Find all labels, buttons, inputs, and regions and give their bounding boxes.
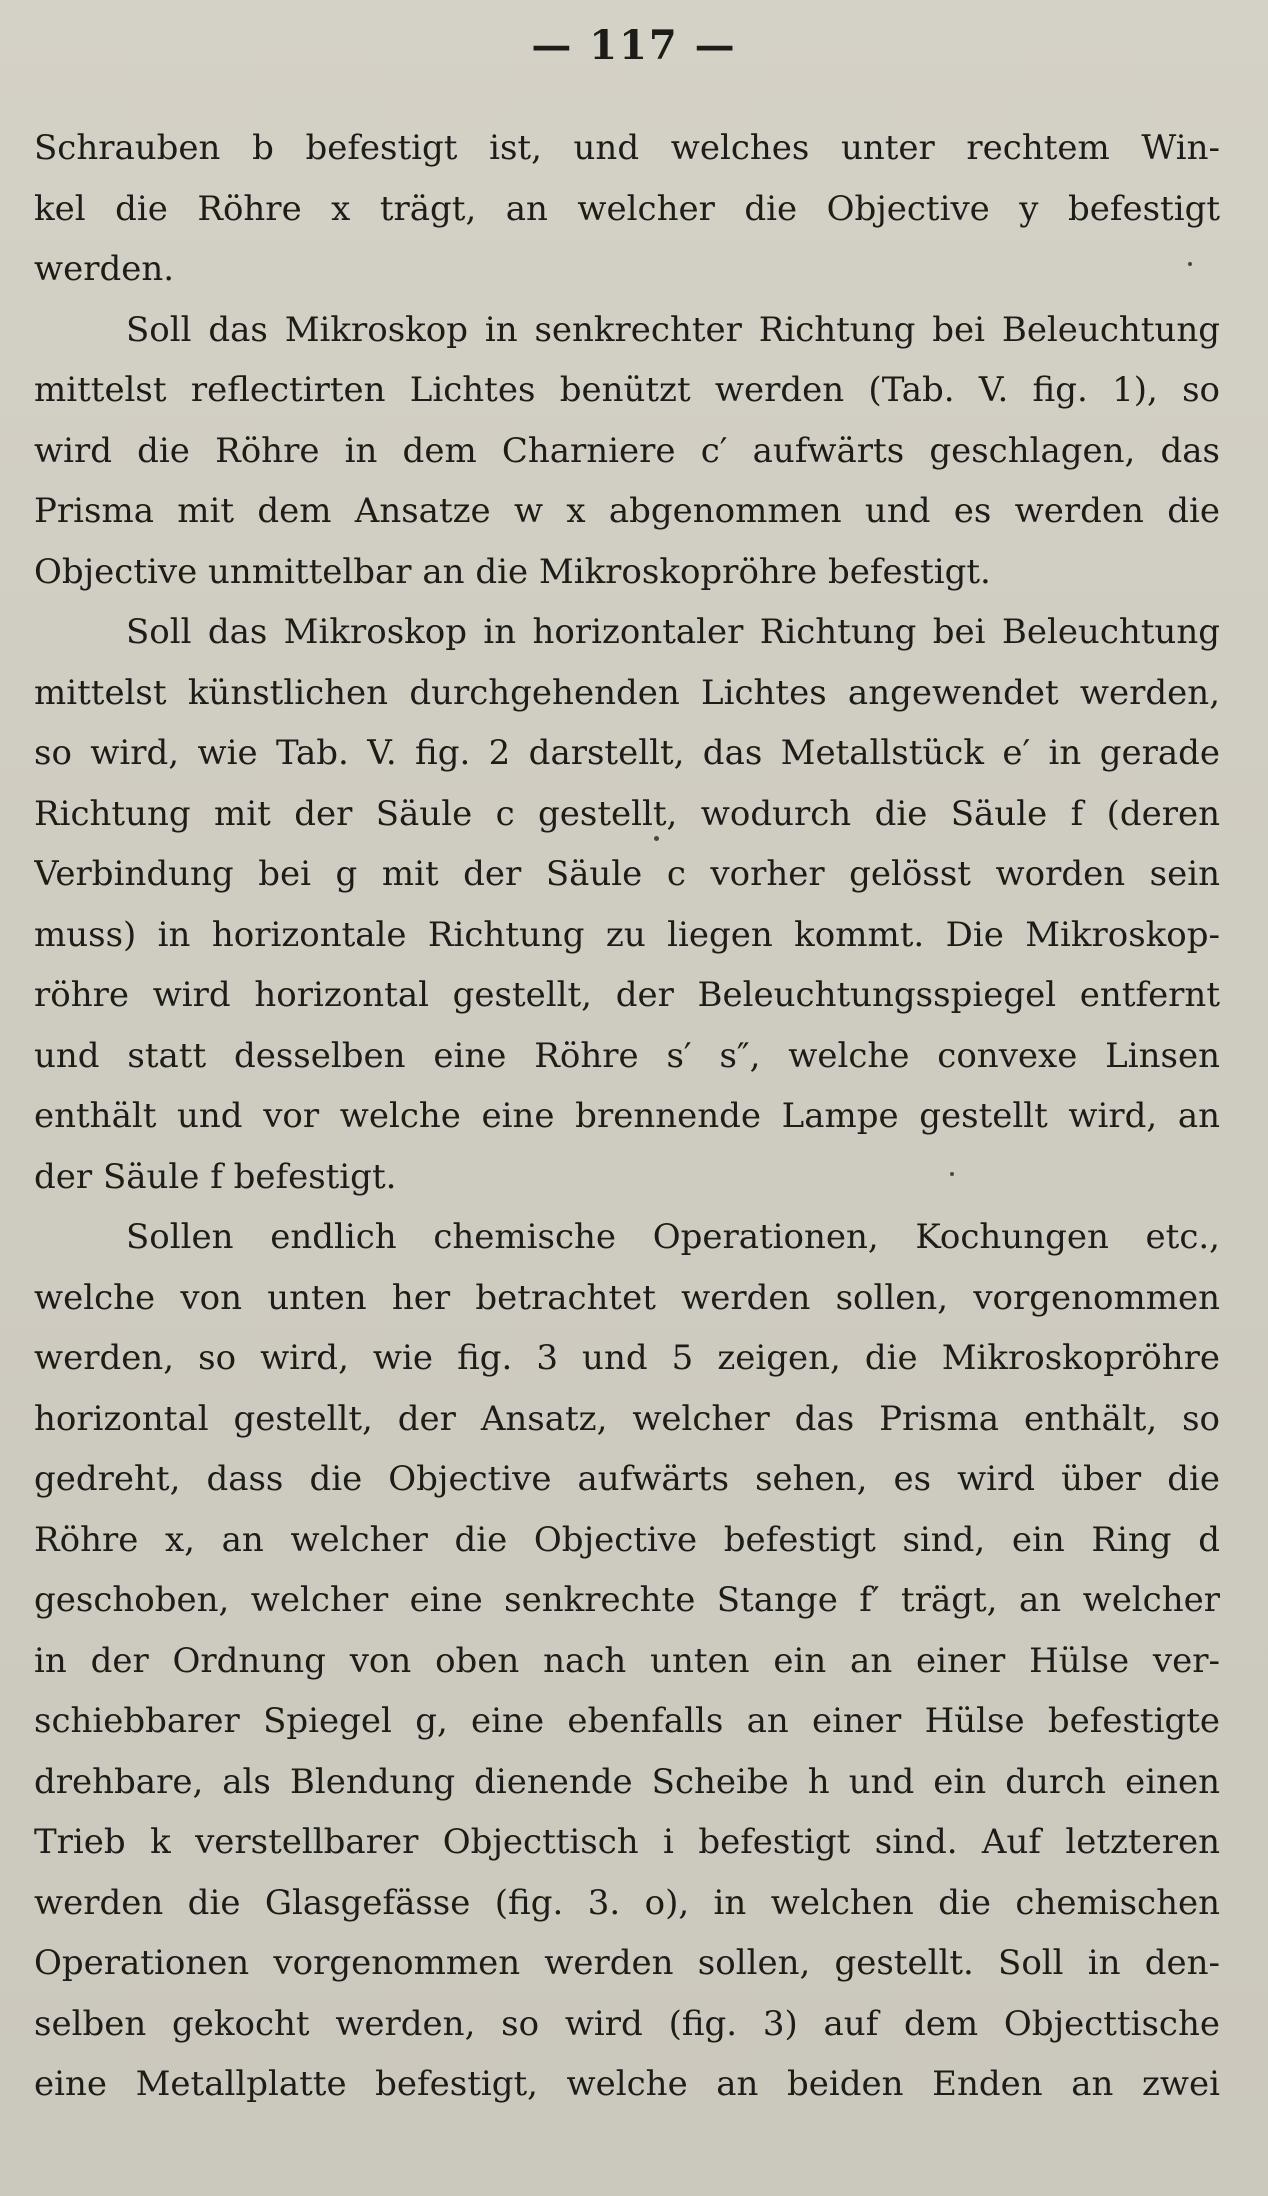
- ink-fleck-decoration: [1188, 262, 1192, 266]
- text-line: drehbare, als Blendung dienende Scheibe h und ein durch einen: [34, 1761, 1220, 1802]
- text-line: werden.: [34, 249, 175, 289]
- text-line: schiebbarer Spiegel g, eine ebenfalls an einer Hülse befestigte: [34, 1701, 1220, 1741]
- text-line: so wird, wie Tab. V. fig. 2 darstellt, das Metallstück e′ in gerade: [34, 733, 1220, 773]
- text-line: Operationen vorgenommen werden sollen, gestellt. Soll in den-: [34, 1943, 1220, 1983]
- text-line: der Säule f befestigt.: [34, 1156, 397, 1197]
- text-line: Röhre x, an welcher die Objective befestigt sind, ein Ring d: [34, 1519, 1220, 1560]
- text-line: enthält und vor welche eine brennende Lampe gestellt wird, an: [34, 1096, 1220, 1136]
- text-line: Trieb k verstellbarer Objecttisch i befestigt sind. Auf letzteren: [34, 1822, 1220, 1862]
- text-line: Soll das Mikroskop in senkrechter Richtung bei Beleuchtung: [126, 309, 1220, 350]
- text-line: Schrauben b befestigt ist, und welches unter rechtem Win-: [34, 128, 1220, 168]
- text-line: werden, so wird, wie fig. 3 und 5 zeigen, die Mikroskopröhre: [34, 1338, 1220, 1378]
- page-body-text: [34, 118, 1220, 2115]
- text-line: welche von unten her betrachtet werden sollen, vorgenommen: [34, 1277, 1220, 1318]
- text-line: röhre wird horizontal gestellt, der Beleuchtungsspiegel entfernt: [34, 975, 1220, 1015]
- text-line: mittelst künstlichen durchgehenden Lichtes angewendet werden,: [34, 672, 1220, 713]
- text-line: gedreht, dass die Objective aufwärts sehen, es wird über die: [34, 1459, 1220, 1499]
- ink-fleck-decoration: [950, 1172, 954, 1176]
- text-line: Verbindung bei g mit der Säule c vorher gelösst worden sein: [34, 854, 1220, 894]
- text-line: Richtung mit der Säule c gestellt, wodurch die Säule f (deren: [34, 793, 1220, 834]
- text-line: wird die Röhre in dem Charniere c′ aufwärts geschlagen, das: [34, 430, 1220, 471]
- ink-fleck-decoration: [654, 836, 659, 841]
- text-line: eine Metallplatte befestigt, welche an beiden Enden an zwei: [34, 2064, 1220, 2104]
- text-line: horizontal gestellt, der Ansatz, welcher das Prisma enthält, so: [34, 1398, 1220, 1439]
- text-line: mittelst reflectirten Lichtes benützt werden (Tab. V. fig. 1), so: [34, 370, 1220, 410]
- text-line: muss) in horizontale Richtung zu liegen kommt. Die Mikroskop-: [34, 914, 1220, 955]
- text-line: Sollen endlich chemische Operationen, Kochungen etc.,: [126, 1217, 1220, 1257]
- text-line: Soll das Mikroskop in horizontaler Richtung bei Beleuchtung: [126, 612, 1220, 652]
- text-line: kel die Röhre x trägt, an welcher die Objective y befestigt: [34, 188, 1220, 229]
- text-line: werden die Glasgefässe (fig. 3. o), in welchen die chemischen: [34, 1882, 1220, 1923]
- text-line: geschoben, welcher eine senkrechte Stange f′ trägt, an welcher: [34, 1580, 1220, 1620]
- page-number-header: — 117 —: [531, 22, 737, 69]
- text-line: Prisma mit dem Ansatze w x abgenommen und es werden die: [34, 491, 1220, 531]
- text-line: Objective unmittelbar an die Mikroskopröhre befestigt.: [34, 551, 991, 592]
- text-line: in der Ordnung von oben nach unten ein an einer Hülse ver-: [34, 1640, 1220, 1681]
- text-line: selben gekocht werden, so wird (fig. 3) auf dem Objecttische: [34, 2003, 1220, 2044]
- text-line: und statt desselben eine Röhre s′ s″, welche convexe Linsen: [34, 1035, 1220, 1076]
